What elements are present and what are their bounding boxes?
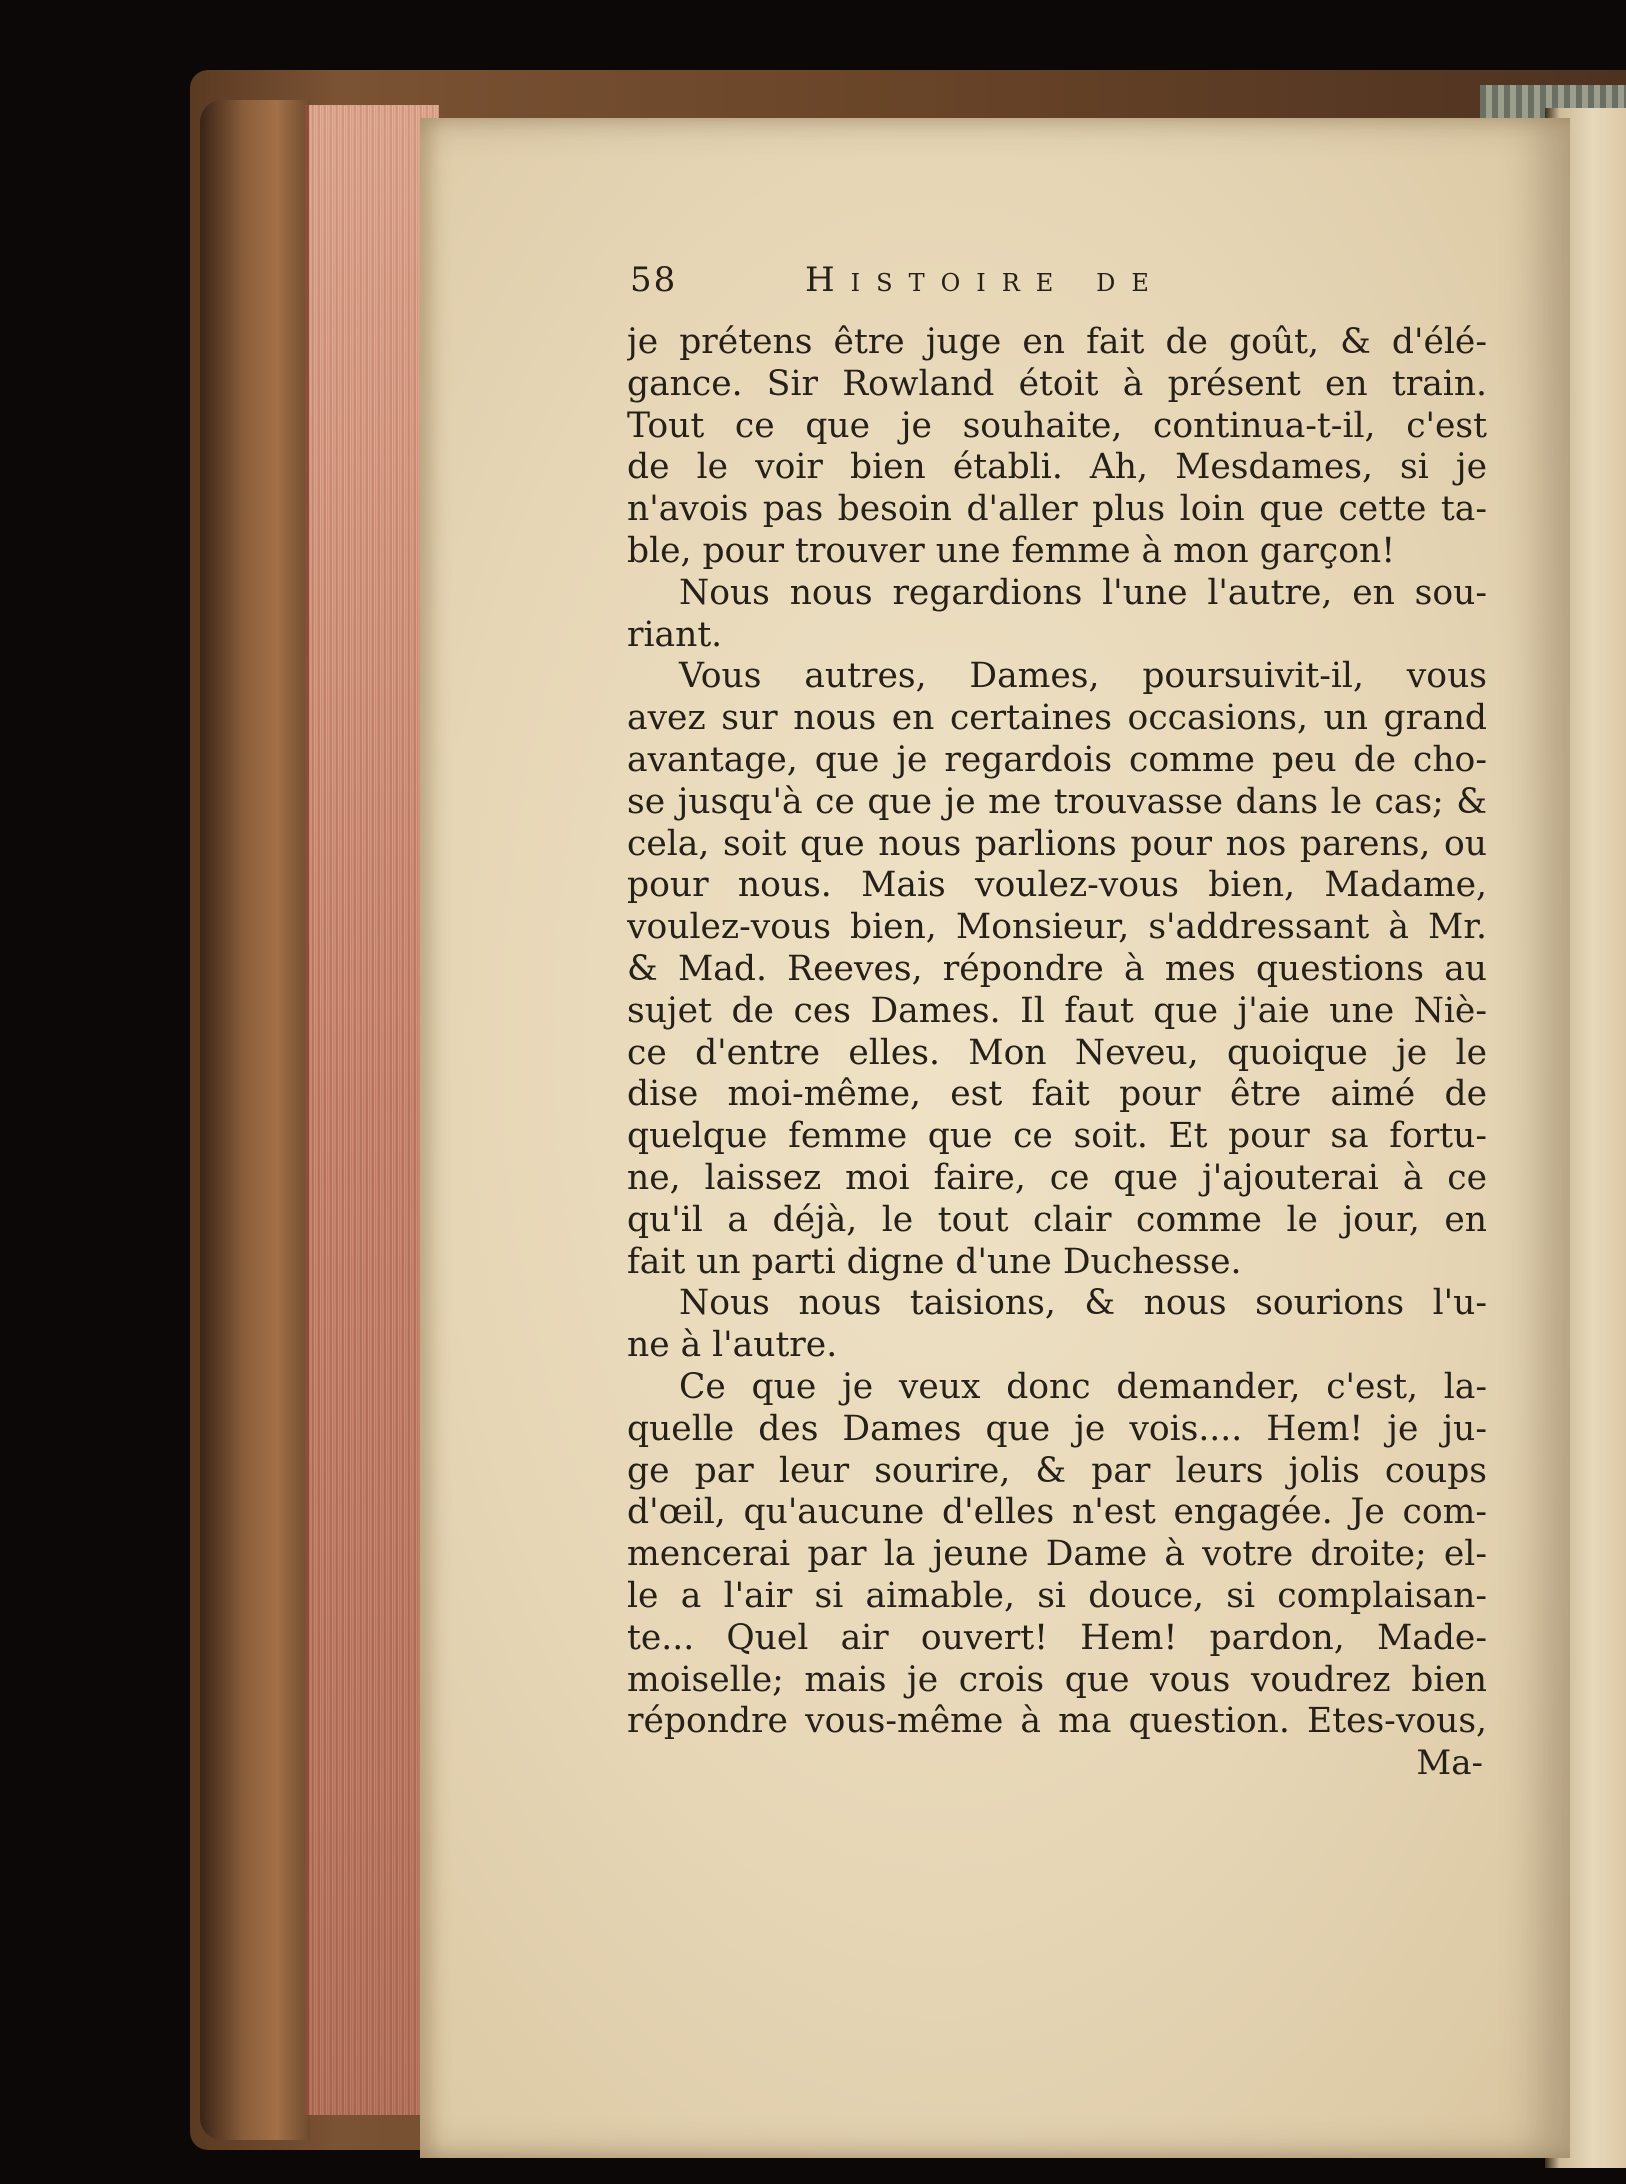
text-line: répondre vous-même à ma question. Etes-vous, xyxy=(627,1701,1487,1742)
binding-edge xyxy=(200,100,310,2140)
header-title: Histoire de xyxy=(805,260,1165,300)
text-line: n'avois pas besoin d'aller plus loin que cette ta- xyxy=(627,489,1487,530)
text-line: cela, soit que nous parlions pour nos parens, ou xyxy=(627,823,1487,864)
text-line: quelque femme que ce soit. Et pour sa fortu- xyxy=(627,1116,1487,1157)
page-number: 58 xyxy=(630,260,678,300)
text-line: & Mad. Reeves, répondre à mes questions au xyxy=(627,948,1487,989)
text-line: Nous nous regardions l'une l'autre, en sou- xyxy=(679,572,1487,613)
text-line: quelle des Dames que je vois.... Hem! je ju- xyxy=(627,1408,1487,1449)
text-line: Ce que je veux donc demander, c'est, la- xyxy=(679,1366,1487,1407)
running-head xyxy=(627,260,1487,322)
text-line: te... Quel air ouvert! Hem! pardon, Made- xyxy=(627,1617,1487,1658)
catchword: Ma- xyxy=(1416,1743,1483,1784)
text-line: Tout ce que je souhaite, continua-t-il, c'est xyxy=(627,405,1487,446)
text-line: gance. Sir Rowland étoit à présent en train. xyxy=(627,363,1487,404)
text-line: le a l'air si aimable, si douce, si complaisan- xyxy=(627,1575,1487,1616)
text-line: se jusqu'à ce que je me trouvasse dans le cas; & xyxy=(627,781,1487,822)
text-line: riant. xyxy=(627,614,723,655)
text-line: Nous nous taisions, & nous sourions l'u- xyxy=(679,1283,1487,1324)
text-line: de le voir bien établi. Ah, Mesdames, si je xyxy=(627,447,1487,488)
text-line: fait un parti digne d'une Duchesse. xyxy=(627,1241,1242,1282)
text-line: je prétens être juge en fait de goût, & d'élé- xyxy=(627,322,1487,362)
text-line: d'œil, qu'aucune d'elles n'est engagée. Je com- xyxy=(627,1492,1487,1533)
text-line: mencerai par la jeune Dame à votre droite; el- xyxy=(627,1534,1487,1575)
text-line: ne, laissez moi faire, ce que j'ajouterai à ce xyxy=(627,1157,1487,1198)
text-line: sujet de ces Dames. Il faut que j'aie une Niè- xyxy=(627,990,1487,1031)
text-line: voulez-vous bien, Monsieur, s'addressant à Mr. xyxy=(627,907,1487,948)
body-text xyxy=(627,322,1487,1743)
text-line: ne à l'autre. xyxy=(627,1325,838,1366)
text-line: Vous autres, Dames, poursuivit-il, vous xyxy=(679,656,1487,697)
text-line: avez sur nous en certaines occasions, un grand xyxy=(627,698,1487,739)
text-line: ble, pour trouver une femme à mon garçon! xyxy=(627,530,1396,571)
text-line: ce d'entre elles. Mon Neveu, quoique je le xyxy=(627,1032,1487,1073)
text-line: moiselle; mais je crois que vous voudrez bien xyxy=(627,1659,1487,1700)
page-text-block xyxy=(627,260,1487,1783)
text-line: pour nous. Mais voulez-vous bien, Madame, xyxy=(627,865,1487,906)
text-line: ge par leur sourire, & par leurs jolis coups xyxy=(627,1450,1487,1491)
text-line: avantage, que je regardois comme peu de cho- xyxy=(627,739,1487,780)
text-line: qu'il a déjà, le tout clair comme le jour, en xyxy=(627,1199,1487,1240)
text-line: dise moi-même, est fait pour être aimé de xyxy=(627,1074,1487,1115)
red-page-edges xyxy=(305,105,439,2115)
